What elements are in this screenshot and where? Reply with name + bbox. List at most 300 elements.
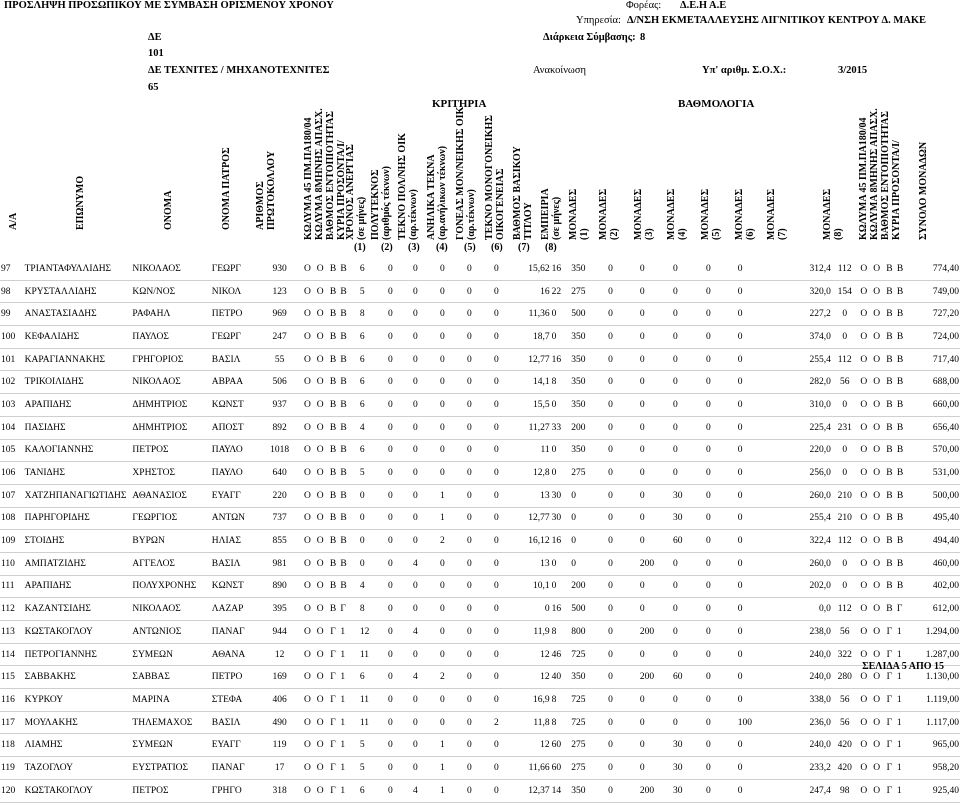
table-cell: 0 — [607, 439, 639, 462]
table-cell: 958,20 — [915, 757, 960, 780]
table-cell: 1 — [339, 643, 358, 666]
table-cell: 0 — [832, 462, 858, 485]
table-cell: 1 — [339, 757, 358, 780]
table-cell: 0 — [639, 689, 672, 712]
table-cell: ΒΑΣΙΛ — [211, 348, 258, 371]
table-cell: 115 — [0, 666, 24, 689]
table-cell: ΚΩΝΣΤ — [211, 394, 258, 417]
table-cell: Ο — [314, 280, 327, 303]
table-cell: 0 — [737, 303, 770, 326]
table-cell: ΣΑΒΒΑΣ — [131, 666, 210, 689]
category-code: ΔΕ — [148, 32, 162, 43]
table-cell: 10,1 — [519, 575, 551, 598]
criterion-number-5: (5) — [464, 242, 476, 253]
table-cell: Ο — [857, 484, 870, 507]
table-cell: 322 — [832, 643, 858, 666]
table-cell: 0 — [412, 598, 439, 621]
table-cell: 0 — [737, 530, 770, 553]
table-cell: 0 — [412, 643, 439, 666]
table-cell: Β — [896, 258, 915, 280]
table-cell: 0 — [737, 507, 770, 530]
table-cell: 1.130,00 — [915, 666, 960, 689]
table-cell: ΑΡΑΠΙΔΗΣ — [24, 394, 132, 417]
table-cell: 97 — [0, 258, 24, 280]
table-row — [0, 348, 960, 371]
table-cell: 0 — [639, 280, 672, 303]
table-cell: ΤΡΙΑΝΤΑΦΥΛΛΙΔΗΣ — [24, 258, 132, 280]
table-cell: 0 — [639, 507, 672, 530]
table-cell: Β — [339, 371, 358, 394]
table-cell: 0 — [639, 734, 672, 757]
table-cell: 0 — [607, 734, 639, 757]
table-cell: 1 — [439, 507, 466, 530]
table-cell: 0 — [607, 371, 639, 394]
table-cell: ΤΗΛΕΜΑΧΟΣ — [131, 711, 210, 734]
table-cell: ΠΕΤΡΟΣ — [131, 439, 210, 462]
table-cell: 0 — [705, 666, 737, 689]
table-cell: 99 — [0, 303, 24, 326]
table-row — [0, 326, 960, 349]
table-cell: Γ — [883, 711, 896, 734]
table-cell: ΠΕΤΡΟΣ — [131, 779, 210, 802]
table-cell: 275 — [570, 280, 607, 303]
table-cell: 402,00 — [915, 575, 960, 598]
table-cell: Ο — [857, 552, 870, 575]
table-cell: 0 — [705, 394, 737, 417]
table-cell: 4 — [412, 621, 439, 644]
table-cell: 0 — [705, 416, 737, 439]
table-cell: ΝΙΚΟΛΑΟΣ — [131, 371, 210, 394]
table-cell: Β — [327, 416, 340, 439]
table-cell: 112 — [832, 530, 858, 553]
table-cell: ΒΥΡΩΝ — [131, 530, 210, 553]
table-cell: Ο — [314, 462, 327, 485]
col-header-kolyma-group: ΚΩΛΥΜΑ 45 ΠΜ.ΠΑ180/04 ΚΩΛΥΜΑ 8ΜΗΝΗΣ ΑΠΑΣΧ. ΒΑΘΜΟΣ ΕΝΤΟΠΙΟΤΗΤΑΣ ΚΥΡΙΑ ΠΡΟΣΟΝΤΑ/Ι/ — [303, 108, 347, 240]
table-cell: Ο — [314, 711, 327, 734]
table-row — [0, 258, 960, 280]
table-cell: 12 — [519, 666, 551, 689]
table-cell: 930 — [258, 258, 301, 280]
table-cell: 0 — [672, 552, 705, 575]
table-cell: 112 — [832, 598, 858, 621]
table-cell: 106 — [0, 462, 24, 485]
table-cell: 0 — [551, 439, 571, 462]
table-cell: 2 — [439, 666, 466, 689]
table-cell: 11,36 — [519, 303, 551, 326]
forea-value: Δ.Ε.Η Α.Ε — [680, 0, 727, 11]
table-cell: Ο — [870, 439, 883, 462]
table-cell: Ο — [314, 371, 327, 394]
table-cell: 0 — [387, 643, 412, 666]
table-cell: 13 — [519, 484, 551, 507]
forea-label: Φορέας: — [626, 0, 662, 11]
table-cell: Ο — [301, 621, 314, 644]
table-cell: 100 — [0, 326, 24, 349]
table-cell: 11 — [359, 643, 387, 666]
col-header-synolo: ΣΥΝΟΛΟ ΜΟΝΑΔΩΝ — [918, 141, 929, 240]
table-cell: Γ — [327, 689, 340, 712]
table-cell: 117 — [0, 711, 24, 734]
col-header-kolyma-group-2: ΚΩΛΥΜΑ 45 ΠΜ.ΠΑ180/04 ΚΩΛΥΜΑ 8ΜΗΝΗΣ ΑΠΑΣΧ. ΒΑΘΜΟΣ ΕΝΤΟΠΙΟΤΗΤΑΣ ΚΥΡΙΑ ΠΡΟΣΟΝΤΑ/Ι/ — [858, 108, 902, 240]
table-cell: 30 — [551, 507, 571, 530]
table-cell: Ο — [857, 439, 870, 462]
table-cell: 725 — [570, 643, 607, 666]
table-cell: 12 — [519, 643, 551, 666]
table-cell: 236,0 — [770, 711, 832, 734]
table-cell: Β — [339, 416, 358, 439]
table-cell: 0 — [439, 416, 466, 439]
table-cell: 0 — [466, 598, 493, 621]
table-cell: Β — [896, 348, 915, 371]
table-cell: 892 — [258, 416, 301, 439]
table-cell: ΔΗΜΗΤΡΙΟΣ — [131, 394, 210, 417]
table-cell: Β — [339, 348, 358, 371]
table-cell: 0 — [412, 757, 439, 780]
col-header-monades-2: ΜΟΝΑΔΕΣ (2) — [598, 188, 620, 240]
col-header-vathmos-titlou: ΒΑΘΜΟΣ ΒΑΣΙΚΟΥ ΤΙΤΛΟΥ — [512, 146, 534, 240]
table-cell: ΚΩΣΤΑΚΟΓΛΟΥ — [24, 779, 132, 802]
table-cell: 0 — [639, 711, 672, 734]
table-cell: 210 — [832, 507, 858, 530]
criterion-number-4: (4) — [436, 242, 448, 253]
table-cell: 0 — [570, 484, 607, 507]
table-cell: 0 — [607, 530, 639, 553]
table-cell: 103 — [0, 394, 24, 417]
table-cell: 240,0 — [770, 666, 832, 689]
table-cell: Ο — [857, 530, 870, 553]
table-cell: Β — [896, 394, 915, 417]
table-cell: Γ — [327, 711, 340, 734]
table-cell: 11,27 — [519, 416, 551, 439]
table-row — [0, 779, 960, 802]
table-cell: 0 — [832, 575, 858, 598]
table-cell: ΠΑΥΛΟΣ — [131, 326, 210, 349]
table-cell: ΡΑΦΑΗΛ — [131, 303, 210, 326]
table-cell: ΑΘΑΝΑ — [211, 643, 258, 666]
table-cell: 0 — [466, 439, 493, 462]
table-cell: Ο — [301, 280, 314, 303]
table-cell: Ο — [314, 552, 327, 575]
table-cell: 0 — [387, 416, 412, 439]
col-header-tekno-monogoneikis: ΤΕΚΝΟ ΜΟΝΟΓΟΝΕΙΚΗΣ ΟΙΚΟΓΕΝΕΙΑΣ — [484, 115, 506, 240]
table-cell: Β — [327, 258, 340, 280]
table-cell: 260,0 — [770, 484, 832, 507]
table-cell: 0 — [607, 416, 639, 439]
table-cell: ΓΕΩΡΓ — [211, 258, 258, 280]
table-cell: 5 — [359, 462, 387, 485]
table-cell: 350 — [570, 258, 607, 280]
table-cell: 0 — [493, 666, 519, 689]
table-cell: 30 — [672, 484, 705, 507]
table-cell: 0 — [466, 394, 493, 417]
table-cell: 104 — [0, 416, 24, 439]
table-row — [0, 757, 960, 780]
table-cell: 0 — [737, 371, 770, 394]
table-cell: 11,9 — [519, 621, 551, 644]
table-cell: 6 — [359, 371, 387, 394]
table-cell: 225,4 — [770, 416, 832, 439]
table-cell: Ο — [870, 348, 883, 371]
table-cell: Γ — [327, 643, 340, 666]
table-cell: 1 — [896, 734, 915, 757]
table-cell: ΣΥΜΕΩΝ — [131, 643, 210, 666]
table-cell: 0 — [705, 711, 737, 734]
table-cell: 0 — [672, 371, 705, 394]
table-cell: ΠΑΝΑΓ — [211, 621, 258, 644]
table-cell: 350 — [570, 394, 607, 417]
specialty-code: 101 — [148, 48, 164, 59]
table-cell: Ο — [314, 779, 327, 802]
table-cell: Ο — [301, 326, 314, 349]
table-cell: 220 — [258, 484, 301, 507]
table-cell: 0 — [439, 643, 466, 666]
table-cell: 0 — [493, 416, 519, 439]
table-cell: 0 — [412, 258, 439, 280]
table-cell: 30 — [672, 507, 705, 530]
table-cell: Β — [883, 280, 896, 303]
table-cell: Β — [883, 575, 896, 598]
table-cell: 0 — [412, 371, 439, 394]
table-cell: 200 — [639, 779, 672, 802]
table-cell: 312,4 — [770, 258, 832, 280]
table-cell: Ο — [301, 575, 314, 598]
table-cell: 233,2 — [770, 757, 832, 780]
table-cell: Β — [339, 280, 358, 303]
table-cell: 0 — [551, 575, 571, 598]
table-cell: ΑΝΑΣΤΑΣΙΑΔΗΣ — [24, 303, 132, 326]
table-cell: 460,00 — [915, 552, 960, 575]
table-cell: 0 — [493, 598, 519, 621]
table-cell: Β — [327, 371, 340, 394]
col-header-onoma-patros: ΟΝΟΜΑ ΠΑΤΡΟΣ — [221, 147, 232, 230]
table-cell: Γ — [883, 643, 896, 666]
criterion-number-1: (1) — [354, 242, 366, 253]
table-cell: 112 — [832, 348, 858, 371]
table-cell: 320,0 — [770, 280, 832, 303]
table-cell: ΝΙΚΟΛΑΟΣ — [131, 598, 210, 621]
table-cell: 0 — [639, 462, 672, 485]
table-cell: Ο — [857, 416, 870, 439]
ypiresia-label: Υπηρεσία: — [576, 15, 621, 26]
table-cell: 0 — [493, 689, 519, 712]
col-header-onoma: ΟΝΟΜΑ — [163, 190, 174, 230]
table-cell: Ο — [301, 757, 314, 780]
kritiria-group-label: ΚΡΙΤΗΡΙΑ — [432, 98, 487, 110]
table-cell: Ο — [857, 575, 870, 598]
table-cell: 1 — [339, 734, 358, 757]
table-cell: 0 — [672, 575, 705, 598]
table-cell: 0 — [607, 326, 639, 349]
table-cell: 1 — [439, 779, 466, 802]
table-cell: ΜΟΥΛΑΚΗΣ — [24, 711, 132, 734]
table-cell: Ο — [314, 258, 327, 280]
table-cell: Β — [896, 552, 915, 575]
table-cell: 0 — [412, 530, 439, 553]
table-cell: 0 — [607, 394, 639, 417]
table-cell: 280 — [832, 666, 858, 689]
table-cell: 240,0 — [770, 734, 832, 757]
table-cell: Β — [896, 326, 915, 349]
col-header-goneas: ΓΟΝΕΑΣ ΜΟΝ/ΝΕΙΚΗΣ ΟΙΚ (αρ.τέκνων) — [455, 106, 477, 240]
table-cell: 0 — [705, 326, 737, 349]
table-cell: 0 — [387, 484, 412, 507]
table-cell: 0 — [439, 711, 466, 734]
table-cell: 275 — [570, 757, 607, 780]
table-cell: 1 — [439, 484, 466, 507]
table-cell: 0 — [412, 348, 439, 371]
table-cell: 11 — [519, 439, 551, 462]
table-cell: 154 — [832, 280, 858, 303]
table-cell: 749,00 — [915, 280, 960, 303]
table-cell: ΕΥΑΓΓ — [211, 484, 258, 507]
table-cell: 0 — [359, 530, 387, 553]
table-cell: 0 — [359, 484, 387, 507]
table-cell: Ο — [301, 371, 314, 394]
table-cell: 0 — [607, 666, 639, 689]
table-cell: 0 — [412, 462, 439, 485]
table-cell: 500 — [570, 303, 607, 326]
table-cell: Ο — [857, 643, 870, 666]
table-cell: ΑΜΠΑΤΖΙΔΗΣ — [24, 552, 132, 575]
table-cell: 0 — [737, 348, 770, 371]
table-cell: 0 — [466, 779, 493, 802]
table-cell: Ο — [857, 711, 870, 734]
table-cell: Ο — [301, 348, 314, 371]
table-cell: 0 — [705, 757, 737, 780]
table-cell: 0 — [737, 484, 770, 507]
table-cell: Γ — [339, 598, 358, 621]
table-cell: 0 — [607, 507, 639, 530]
table-cell: 0 — [439, 552, 466, 575]
table-cell: 0 — [705, 734, 737, 757]
table-cell: 4 — [412, 779, 439, 802]
table-row — [0, 621, 960, 644]
table-cell: 0 — [705, 439, 737, 462]
table-cell: 0 — [387, 779, 412, 802]
table-cell: 4 — [412, 552, 439, 575]
table-cell: 1.294,00 — [915, 621, 960, 644]
table-cell: Ο — [870, 689, 883, 712]
table-cell: 0 — [705, 348, 737, 371]
table-cell: 350 — [570, 371, 607, 394]
table-cell: 0 — [493, 348, 519, 371]
table-cell: 60 — [672, 666, 705, 689]
table-cell: 0 — [705, 779, 737, 802]
table-cell: 0 — [737, 394, 770, 417]
table-cell: 200 — [639, 666, 672, 689]
table-cell: ΝΙΚΟΛΑΟΣ — [131, 258, 210, 280]
table-cell: Β — [883, 507, 896, 530]
table-cell: 0 — [705, 552, 737, 575]
col-header-eponymo: ΕΠΩΝΥΜΟ — [75, 175, 86, 230]
table-cell: Β — [339, 303, 358, 326]
table-row — [0, 575, 960, 598]
table-cell: 0 — [672, 280, 705, 303]
table-cell: 13 — [519, 552, 551, 575]
table-cell: Β — [327, 552, 340, 575]
table-row — [0, 484, 960, 507]
table-cell: 318 — [258, 779, 301, 802]
table-cell: 8 — [551, 371, 571, 394]
table-cell: 119 — [0, 757, 24, 780]
table-cell: 1.119,00 — [915, 689, 960, 712]
table-cell: 0 — [493, 303, 519, 326]
table-cell: Ο — [301, 779, 314, 802]
table-cell: 0 — [387, 598, 412, 621]
table-cell: 227,2 — [770, 303, 832, 326]
table-cell: 0 — [551, 326, 571, 349]
table-cell: 0 — [672, 621, 705, 644]
table-cell: 0 — [737, 258, 770, 280]
table-cell: 0 — [551, 303, 571, 326]
table-cell: 109 — [0, 530, 24, 553]
table-cell: Γ — [883, 621, 896, 644]
table-cell: 2 — [439, 530, 466, 553]
table-cell: 0 — [672, 643, 705, 666]
table-cell: 0 — [387, 258, 412, 280]
table-cell: Ο — [857, 598, 870, 621]
table-cell: 890 — [258, 575, 301, 598]
table-cell: 102 — [0, 371, 24, 394]
table-cell: 1 — [339, 689, 358, 712]
table-cell: 4 — [359, 575, 387, 598]
table-cell: 0 — [412, 689, 439, 712]
table-cell: 98 — [0, 280, 24, 303]
table-cell: Ο — [314, 757, 327, 780]
table-cell: ΑΘΑΝΑΣΙΟΣ — [131, 484, 210, 507]
table-cell: 0 — [412, 734, 439, 757]
table-cell: 0 — [387, 439, 412, 462]
table-cell: 727,20 — [915, 303, 960, 326]
col-header-polyteknos: ΠΟΛΥΤΕΚΝΟΣ (αριθμός τέκνων) — [370, 166, 392, 240]
table-cell: 16,12 — [519, 530, 551, 553]
table-cell: Β — [896, 303, 915, 326]
table-cell: 55 — [258, 348, 301, 371]
table-cell: 0 — [387, 280, 412, 303]
table-cell: 725 — [570, 711, 607, 734]
table-cell: Β — [896, 530, 915, 553]
table-cell: ΓΕΩΡΓΙΟΣ — [131, 507, 210, 530]
table-cell: Β — [896, 416, 915, 439]
table-cell: 282,0 — [770, 371, 832, 394]
table-cell: ΚΡΥΣΤΑΛΛΙΔΗΣ — [24, 280, 132, 303]
table-row — [0, 734, 960, 757]
table-cell: 0 — [387, 757, 412, 780]
table-cell: 101 — [0, 348, 24, 371]
table-cell: 855 — [258, 530, 301, 553]
table-cell: 107 — [0, 484, 24, 507]
table-cell: 0 — [639, 598, 672, 621]
table-cell: 0 — [639, 757, 672, 780]
table-cell: 0 — [466, 280, 493, 303]
table-cell: 656,40 — [915, 416, 960, 439]
table-cell: 255,4 — [770, 507, 832, 530]
table-cell: Β — [883, 394, 896, 417]
vathmologia-group-label: ΒΑΘΜΟΛΟΓΙΑ — [678, 98, 755, 110]
table-cell: 0 — [832, 326, 858, 349]
table-cell: 0 — [493, 394, 519, 417]
table-cell: 0 — [705, 484, 737, 507]
table-cell: 220,0 — [770, 439, 832, 462]
table-cell: 420 — [832, 757, 858, 780]
table-cell: Ο — [857, 689, 870, 712]
table-cell: 338,0 — [770, 689, 832, 712]
table-cell: Ο — [870, 734, 883, 757]
table-cell: 5 — [359, 280, 387, 303]
table-cell: 255,4 — [770, 348, 832, 371]
table-cell: ΕΥΑΓΓ — [211, 734, 258, 757]
table-cell: ΠΟΛΥΧΡΟΝΗΣ — [131, 575, 210, 598]
